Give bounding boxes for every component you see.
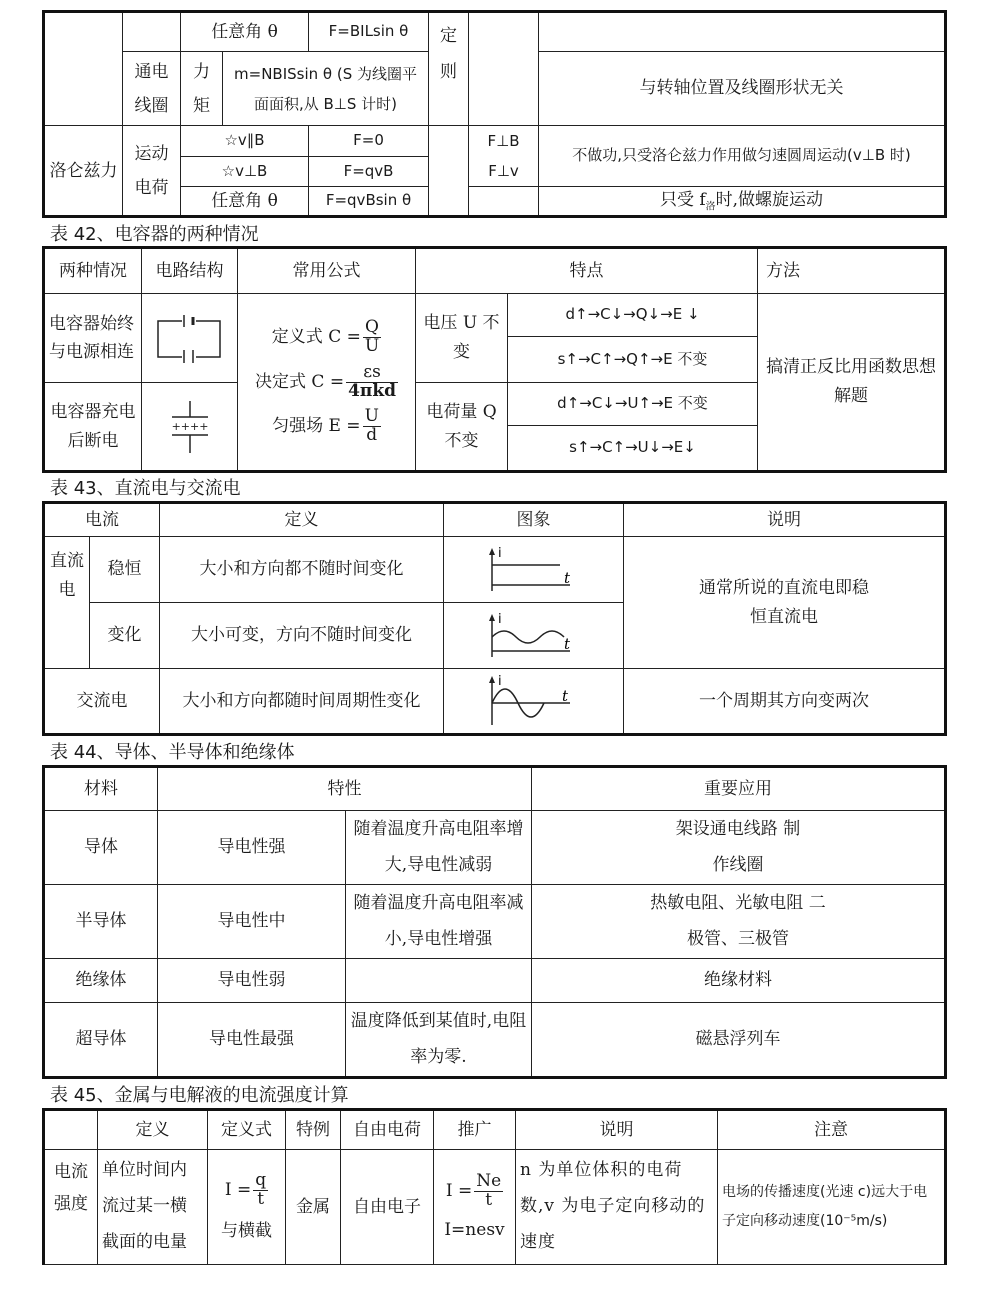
t42-f-det [242,361,411,401]
t41-torque-formula: m=NBISsin θ (S 为线圈平面面积,从 B⊥S 计时) [223,52,429,126]
t42-change-2: s↑→C↑→Q↑→E 不变 [508,337,758,383]
t44-head-material: 材料 [44,767,158,811]
varying-current-graph-icon [484,611,584,661]
t45-extend-alt: I=nesv [444,1220,505,1241]
t45-head-extend: 推广 [434,1110,516,1150]
t44-row-material: 导体 [44,811,158,885]
t44-row-detail: 随着温度升高电阻率增大,导电性减弱 [346,811,532,885]
t43-axis-i-1: i [497,545,502,561]
t42-voltage-const: 电压 U 不变 [416,294,508,383]
t45-head-explain: 说明 [516,1110,718,1150]
t41-blank-3 [469,12,539,126]
t41-blank-4 [539,12,946,52]
ac-current-graph-icon [484,673,584,729]
t41-moving-charge: 运动电荷 [123,126,181,217]
t42-head-circuit: 电路结构 [142,248,238,294]
t42-change-3: d↑→C↓→U↑→E 不变 [508,383,758,426]
t45-def: 单位时间内流过某一横截面的电量 [98,1150,208,1265]
t45-head-formula: 定义式 [208,1110,286,1150]
t41-torque: 力矩 [181,52,223,126]
t44-row-detail: 温度降低到某值时,电阻率为零. [346,1003,532,1078]
t45-note: 电场的传播速度(光速 c)远大于电子定向移动速度(10⁻⁵m/s) [718,1150,946,1265]
t41-coil: 通电线圈 [123,52,181,126]
t44-caption: 表 44、导体、半导体和绝缘体 [50,742,295,763]
t42-method: 搞清正反比用函数思想解题 [758,294,946,472]
t44-row-application: 热敏电阻、光敏电阻 二极管、三极管 [532,885,946,959]
t44-row-property: 导电性中 [158,885,346,959]
t43-axis-t-2: t [563,634,570,653]
t44-row-property: 导电性最强 [158,1003,346,1078]
t41-formula: F=BILsin θ [309,12,429,52]
t42-f1-den: U [364,335,380,356]
t42-head-method: 方法 [758,248,946,294]
t43-dc-note: 通常所说的直流电即稳恒直流电 [624,537,946,669]
table-45 [42,1108,947,1265]
t41-spiral-a: 只受 f [659,190,706,211]
t42-f-field [242,408,411,445]
t41-blank-2 [123,12,181,52]
t43-vary: 变化 [90,603,160,669]
t45-fq: q [255,1170,267,1191]
t43-head-current: 电流 [44,503,160,537]
t42-head-formula: 常用公式 [238,248,416,294]
t43-head-graph: 图象 [444,503,624,537]
t42-f3-label: 匀强场 E = [272,416,361,437]
t45-head-blank [44,1110,98,1150]
t41-torque-note: 与转轴位置及线圈形状无关 [539,52,946,126]
t43-steady: 稳恒 [90,537,160,603]
t41-circle-note: 不做功,只受洛仑兹力作用做匀速圆周运动(v⊥B 时) [539,126,946,187]
t45-formula [208,1150,286,1265]
t43-steady-graph [444,537,624,603]
t42-head-case: 两种情况 [44,248,142,294]
t42-change-1: d↑→C↓→Q↓→E ↓ [508,294,758,337]
t41-blank-1 [44,12,123,126]
t45-head-def: 定义 [98,1110,208,1150]
t44-row-detail: 随着温度升高电阻率减小,导电性增强 [346,885,532,959]
t41-f-perp: F=qvB [309,156,429,187]
t45-explain: n 为单位体积的电荷数,v 为电子定向移动的速度 [516,1150,718,1265]
t44-row-application: 绝缘材料 [532,959,946,1003]
t43-axis-i-2: i [497,611,502,627]
t43-ac-graph [444,669,624,735]
t43-caption: 表 43、直流电与交流电 [50,478,241,499]
t44-head-property: 特性 [158,767,532,811]
t42-f3-num: U [364,406,379,427]
t42-f1-num: Q [363,319,381,338]
t42-case1: 电容器始终与电源相连 [44,294,142,383]
t42-formulas [238,294,416,472]
t45-ft: t [257,1189,265,1210]
t42-f3-den: d [366,425,378,446]
t45-head-charge: 自由电荷 [341,1110,434,1150]
t41-direction: F⊥B F⊥v [469,126,539,187]
t43-ac-note: 一个周期其方向变两次 [624,669,946,735]
t45-caption: 表 45、金属与电解液的电流强度计算 [50,1085,349,1106]
t45-gI: I = [445,1181,473,1202]
t44-row-application: 磁悬浮列车 [532,1003,946,1078]
t41-rule: 定则 [429,12,469,126]
t42-change-4: s↑→C↑→U↓→E↓ [508,426,758,472]
t45-gd: t [485,1190,493,1211]
t44-row-material: 半导体 [44,885,158,959]
table-43 [42,501,947,736]
t45-gn: Ne [476,1171,502,1192]
t43-steady-def: 大小和方向都不随时间变化 [160,537,444,603]
t41-blank-6 [469,187,539,217]
t45-head-special: 特例 [286,1110,341,1150]
t44-head-application: 重要应用 [532,767,946,811]
t44-row-material: 超导体 [44,1003,158,1078]
t45-formula-main [212,1172,281,1209]
t43-ac: 交流电 [44,669,160,735]
t44-row-property: 导电性弱 [158,959,346,1003]
t43-ac-def: 大小和方向都随时间周期性变化 [160,669,444,735]
t41-spiral-note [539,187,946,217]
table-42 [42,246,947,473]
t45-formula-extra: 与横截 [221,1221,272,1242]
t42-caption: 表 42、电容器的两种情况 [50,224,259,245]
t41-case-any: 任意角 θ [181,187,309,217]
t44-row-material: 绝缘体 [44,959,158,1003]
t42-f2-label: 决定式 C = [255,371,345,392]
t42-circuit2 [142,383,238,472]
t41-f-parallel: F=0 [309,126,429,157]
table-41 [42,10,947,218]
t41-case-parallel: ☆v∥B [181,126,309,157]
t42-plus-signs: ++++ [171,419,208,433]
t45-charge: 自由电子 [341,1150,434,1265]
t41-spiral-sub: 洛 [705,201,716,213]
t41-blank-5 [429,126,469,217]
t42-case2: 电容器充电后断电 [44,383,142,472]
t42-charge-const: 电荷量 Q 不变 [416,383,508,472]
t41-spiral-b: 时,做螺旋运动 [715,190,824,211]
t45-head-note: 注意 [718,1110,946,1150]
t41-f-any: F=qvBsin θ [309,187,429,217]
t43-head-note: 说明 [624,503,946,537]
t45-name: 电流强度 [44,1150,98,1265]
t41-case: 任意角 θ [181,12,309,52]
t42-f2-den: 4πkd [348,380,396,401]
t42-f1-label: 定义式 C = [271,326,361,347]
t45-fI: I = [224,1180,252,1201]
t44-row-detail [346,959,532,1003]
steady-current-graph-icon [484,545,584,595]
t45-extend [434,1150,516,1265]
capacitor-battery-circuit-icon [154,313,226,363]
t42-f2-num: εs [346,364,398,383]
t43-dc: 直流电 [44,537,90,669]
t44-row-property: 导电性强 [158,811,346,885]
table-44 [42,765,947,1079]
t43-axis-i-3: i [497,674,502,689]
t42-f-def [242,316,411,356]
t43-axis-t-1: t [563,568,570,587]
t41-case-perp: ☆v⊥B [181,156,309,187]
t42-head-feature: 特点 [416,248,758,294]
t42-circuit1 [142,294,238,383]
t45-extend-main [438,1173,511,1210]
t43-axis-t-3: t [561,687,568,705]
t43-head-def: 定义 [160,503,444,537]
t44-row-application: 架设通电线路 制作线圈 [532,811,946,885]
t43-vary-def: 大小可变，方向不随时间变化 [160,603,444,669]
t41-lorentz: 洛仑兹力 [44,126,123,217]
t43-vary-graph [444,603,624,669]
t45-special: 金属 [286,1150,341,1265]
charged-capacitor-icon [160,397,220,457]
